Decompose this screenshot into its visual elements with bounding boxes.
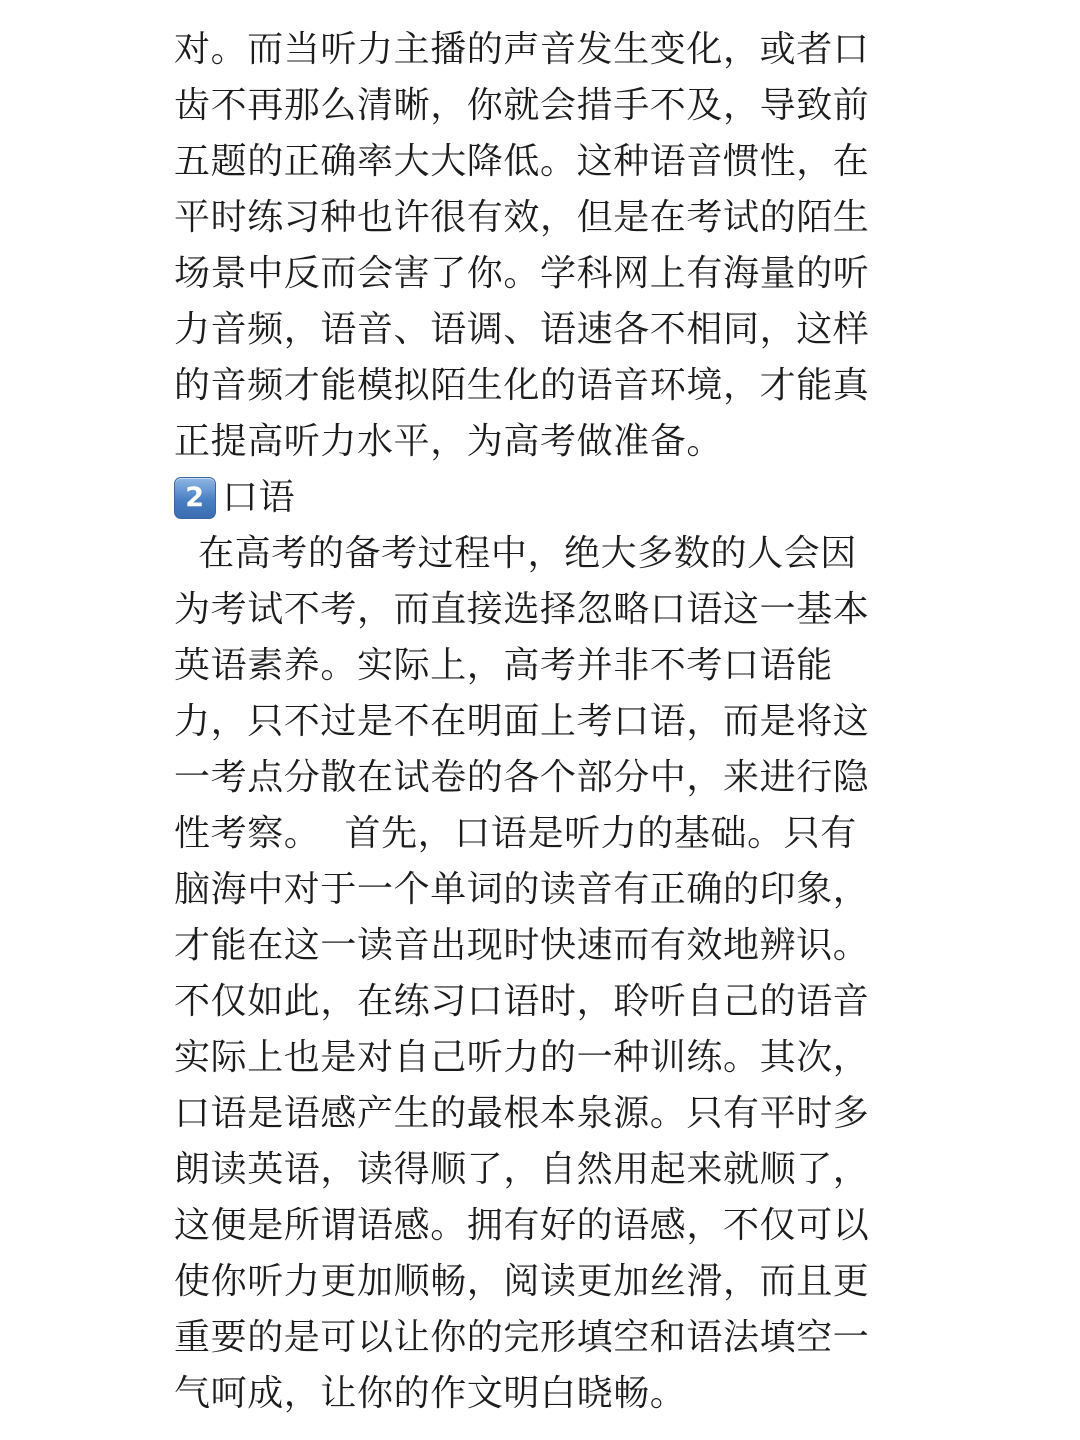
text-line: 朗读英语，读得顺了，自然用起来就顺了， (174, 1149, 870, 1190)
text-line: 一考点分散在试卷的各个部分中，来进行隐 (174, 757, 870, 798)
text-line: 齿不再那么清晰，你就会措手不及，导致前 (174, 85, 870, 126)
text-line: 性考察。 首先，口语是听力的基础。只有 (174, 813, 857, 854)
text-line: 才能在这一读音出现时快速而有效地辨识。 (174, 925, 870, 966)
text-line: 力音频，语音、语调、语速各不相同，这样 (174, 309, 870, 350)
text-line: 脑海中对于一个单词的读音有正确的印象， (174, 869, 870, 910)
number-2-badge-icon: 2 (174, 477, 216, 519)
text-line: 场景中反而会害了你。学科网上有海量的听 (174, 253, 870, 294)
text-line: 重要的是可以让你的完形填空和语法填空一 (174, 1317, 870, 1358)
article (174, 22, 894, 1422)
text-line: 口语是语感产生的最根本泉源。只有平时多 (174, 1093, 870, 1134)
text-line: 为考试不考，而直接选择忽略口语这一基本 (174, 589, 870, 630)
text-line: 正提高听力水平，为高考做准备。 (174, 421, 724, 462)
text-line: 使你听力更加顺畅，阅读更加丝滑，而且更 (174, 1261, 870, 1302)
text-line: 对。而当听力主播的声音发生变化，或者口 (174, 29, 870, 70)
text-line: 这便是所谓语感。拥有好的语感，不仅可以 (174, 1205, 870, 1246)
text-line: 不仅如此，在练习口语时，聆听自己的语音 (174, 981, 870, 1022)
text-line: 英语素养。实际上，高考并非不考口语能 (174, 645, 833, 686)
text-line: 气呵成，让你的作文明白晓畅。 (174, 1373, 687, 1414)
text-line: 平时练习种也许很有效，但是在考试的陌生 (174, 197, 870, 238)
section-title: 口语 (222, 477, 296, 518)
text-line: 力，只不过是不在明面上考口语，而是将这 (174, 701, 870, 742)
text-line: 的音频才能模拟陌生化的语音环境，才能真 (174, 365, 870, 406)
section-heading (174, 470, 894, 526)
text-line: 实际上也是对自己听力的一种训练。其次， (174, 1037, 870, 1078)
text-line: 五题的正确率大大降低。这种语音惯性，在 (174, 141, 870, 182)
text-line: 在高考的备考过程中，绝大多数的人会因 (174, 533, 857, 574)
